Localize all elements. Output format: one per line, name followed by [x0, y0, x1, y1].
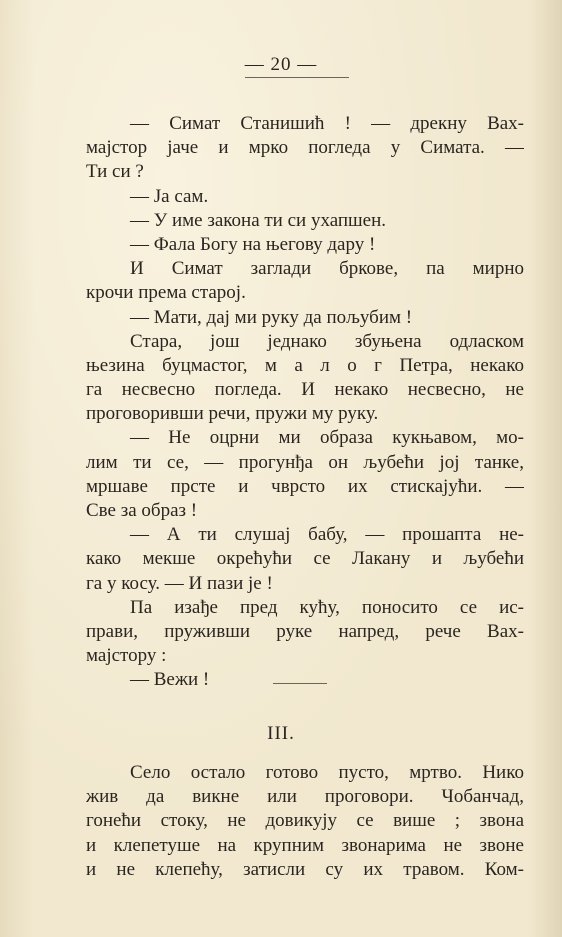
page-number: — 20 — [244, 54, 318, 75]
text-line: — Симат Станишић ! — дрекну Вах- [130, 113, 524, 134]
text-line: Па изађе пред кућу, поносито се ис- [130, 596, 524, 618]
text-line: и клепетуше на крупним звонарима не звоне [86, 834, 524, 856]
text-line: га у косу. — И пази је ! [86, 572, 273, 594]
text-line: жив да викне или проговори. Чобанчад, [86, 786, 524, 808]
text-line: — Мати, дај ми руку да пољубим ! [130, 306, 413, 328]
text-line: проговоривши речи, пружи му руку. [86, 403, 379, 425]
text-line: мајстор јаче и мрко погледа у Симата. — [86, 137, 524, 159]
text-line: га несвесно погледа. И некако несвесно, не [86, 379, 524, 401]
header-rule [245, 77, 349, 78]
text-line: и не клепећу, затисли су их травом. Ком- [86, 858, 524, 880]
text-line: како мекше окрећући се Лакану и љубећи [86, 548, 524, 570]
text-line: Стара, још једнако збуњена одласком [130, 330, 524, 352]
section-divider [273, 683, 327, 684]
text-line: крочи према старој. [86, 282, 246, 304]
text-line: — Вежи ! [130, 669, 210, 691]
text-line: Ти си ? [86, 161, 144, 183]
text-line: — У име закона ти си ухапшен. [130, 209, 387, 231]
text-line: прави, пруживши руке напред, рече Вах- [86, 620, 524, 642]
text-line: Све за образ ! [86, 500, 198, 521]
text-line: лим ти се, — прогунђа он љубећи јој танке, [86, 451, 524, 473]
text-line: — Не оцрни ми образа кукњавом, мо- [130, 427, 524, 449]
text-line: њезина буцмастог, м а л о г Петра, некако [86, 354, 524, 376]
text-line: — А ти слушај бабу, — прошапта не- [130, 524, 524, 546]
text-block-2 [86, 761, 524, 882]
text-line: гонећи стоку, не довикују се више ; звона [86, 810, 524, 832]
text-line: Село остало готово пусто, мртво. Нико [130, 762, 524, 783]
text-line: мршаве прсте и чврсто их стискајући. — [86, 475, 524, 497]
text-block-1 [86, 112, 524, 693]
text-line: И Симат заглади бркове, па мирно [130, 258, 524, 280]
text-line: — Фала Богу на његову дару ! [130, 233, 376, 255]
section-heading: III. [267, 723, 295, 744]
text-line: — Ја сам. [130, 185, 209, 207]
text-line: мајстору : [86, 645, 167, 667]
